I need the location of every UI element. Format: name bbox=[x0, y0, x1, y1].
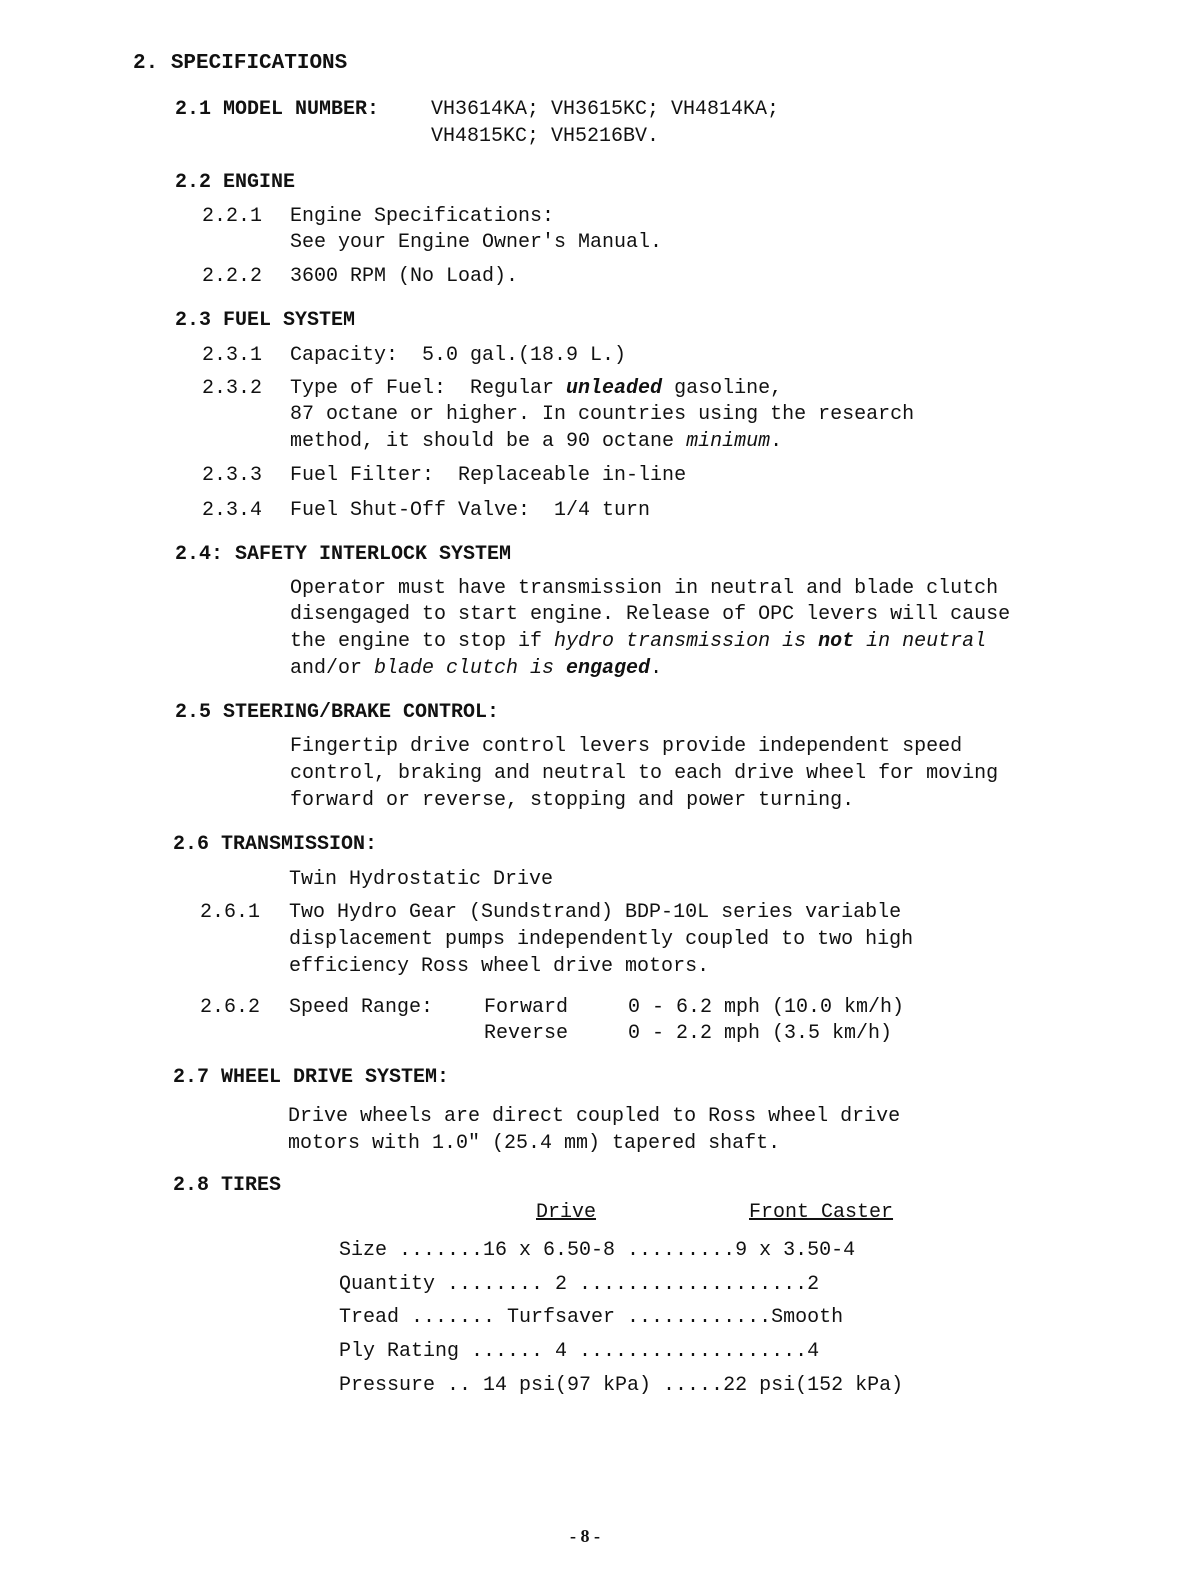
transmission-pump-line: displacement pumps independently coupled to two high bbox=[289, 928, 914, 951]
transmission-item-number: 2.6.1 bbox=[200, 901, 261, 924]
speed-forward-value: 0 - 6.2 mph (10.0 km/h) bbox=[628, 996, 905, 1019]
transmission-pump-line: efficiency Ross wheel drive motors. bbox=[289, 955, 710, 978]
engine-item-number: 2.2.2 bbox=[202, 265, 263, 288]
tires-row-pressure: Pressure .. 14 psi(97 kPa) .....22 psi(152 kPa) bbox=[339, 1374, 904, 1397]
fuel-capacity: Capacity: 5.0 gal.(18.9 L.) bbox=[290, 344, 627, 367]
steering-line: Fingertip drive control levers provide independent speed bbox=[290, 735, 963, 758]
fuel-type-line1 bbox=[290, 375, 782, 402]
wheel-drive-line: motors with 1.0" (25.4 mm) tapered shaft. bbox=[288, 1132, 781, 1155]
safety-line4 bbox=[290, 655, 662, 682]
model-number-line2: VH4815KC; VH5216BV. bbox=[431, 125, 660, 148]
speed-forward-label: Forward bbox=[484, 996, 569, 1019]
model-number-label: 2.1 MODEL NUMBER: bbox=[175, 98, 380, 121]
fuel-item-number: 2.3.1 bbox=[202, 344, 263, 367]
safety-emphasis: in neutral bbox=[854, 630, 987, 653]
section-title: SPECIFICATIONS bbox=[170, 52, 348, 75]
fuel-item-number: 2.3.4 bbox=[202, 499, 263, 522]
fuel-system-heading: 2.3 FUEL SYSTEM bbox=[175, 309, 356, 332]
section-number: 2. bbox=[133, 52, 159, 75]
fuel-item-number: 2.3.3 bbox=[202, 464, 263, 487]
safety-emphasis: engaged bbox=[566, 657, 651, 680]
safety-emphasis: hydro transmission is bbox=[554, 630, 819, 653]
section-heading bbox=[133, 50, 347, 77]
engine-item-number: 2.2.1 bbox=[202, 205, 263, 228]
safety-text: . bbox=[650, 657, 663, 680]
safety-text: and/or bbox=[290, 657, 375, 680]
transmission-item-number: 2.6.2 bbox=[200, 996, 261, 1019]
model-number-line1: VH3614KA; VH3615KC; VH4814KA; bbox=[431, 98, 780, 121]
safety-emphasis: blade clutch is bbox=[374, 657, 567, 680]
fuel-type-text: Type of Fuel: Regular bbox=[290, 377, 567, 400]
transmission-intro: Twin Hydrostatic Drive bbox=[289, 868, 554, 891]
fuel-shutoff-valve: Fuel Shut-Off Valve: 1/4 turn bbox=[290, 499, 651, 522]
speed-range-label: Speed Range: bbox=[289, 996, 434, 1019]
fuel-type-line3 bbox=[290, 428, 782, 455]
engine-heading: 2.2 ENGINE bbox=[175, 171, 296, 194]
engine-rpm: 3600 RPM (No Load). bbox=[290, 265, 519, 288]
safety-line3 bbox=[290, 628, 986, 655]
fuel-type-emphasis: minimum bbox=[686, 430, 771, 453]
fuel-type-text: gasoline, bbox=[662, 377, 783, 400]
fuel-item-number: 2.3.2 bbox=[202, 377, 263, 400]
fuel-type-text: method, it should be a 90 octane bbox=[290, 430, 687, 453]
transmission-heading: 2.6 TRANSMISSION: bbox=[173, 833, 378, 856]
wheel-drive-line: Drive wheels are direct coupled to Ross wheel drive bbox=[288, 1105, 901, 1128]
tires-heading: 2.8 TIRES bbox=[173, 1174, 282, 1197]
fuel-filter: Fuel Filter: Replaceable in-line bbox=[290, 464, 687, 487]
tires-column-front-caster: Front Caster bbox=[749, 1201, 894, 1224]
tires-row-tread: Tread ....... Turfsaver ............Smooth bbox=[339, 1306, 844, 1329]
tires-row-ply-rating: Ply Rating ...... 4 ...................4 bbox=[339, 1340, 820, 1363]
fuel-type-line2: 87 octane or higher. In countries using the research bbox=[290, 403, 915, 426]
tires-row-quantity: Quantity ........ 2 ...................2 bbox=[339, 1273, 820, 1296]
safety-interlock-heading: 2.4: SAFETY INTERLOCK SYSTEM bbox=[175, 543, 512, 566]
safety-text: the engine to stop if bbox=[290, 630, 555, 653]
tires-column-drive: Drive bbox=[536, 1201, 597, 1224]
fuel-type-emphasis: unleaded bbox=[566, 377, 663, 400]
safety-emphasis: not bbox=[818, 630, 855, 653]
tires-row-size: Size .......16 x 6.50-8 .........9 x 3.50-4 bbox=[339, 1239, 856, 1262]
engine-specs-note: See your Engine Owner's Manual. bbox=[290, 231, 663, 254]
fuel-type-text: . bbox=[770, 430, 783, 453]
wheel-drive-heading: 2.7 WHEEL DRIVE SYSTEM: bbox=[173, 1066, 450, 1089]
transmission-pump-line: Two Hydro Gear (Sundstrand) BDP-10L series variable bbox=[289, 901, 902, 924]
speed-reverse-label: Reverse bbox=[484, 1022, 569, 1045]
steering-line: control, braking and neutral to each drive wheel for moving bbox=[290, 762, 999, 785]
safety-line1: Operator must have transmission in neutral and blade clutch bbox=[290, 577, 999, 600]
steering-line: forward or reverse, stopping and power turning. bbox=[290, 789, 855, 812]
safety-line2: disengaged to start engine. Release of OPC levers will cause bbox=[290, 603, 1011, 626]
page-number: - 8 - bbox=[570, 1526, 600, 1546]
steering-brake-heading: 2.5 STEERING/BRAKE CONTROL: bbox=[175, 701, 500, 724]
engine-specs-label: Engine Specifications: bbox=[290, 205, 555, 228]
speed-reverse-value: 0 - 2.2 mph (3.5 km/h) bbox=[628, 1022, 893, 1045]
